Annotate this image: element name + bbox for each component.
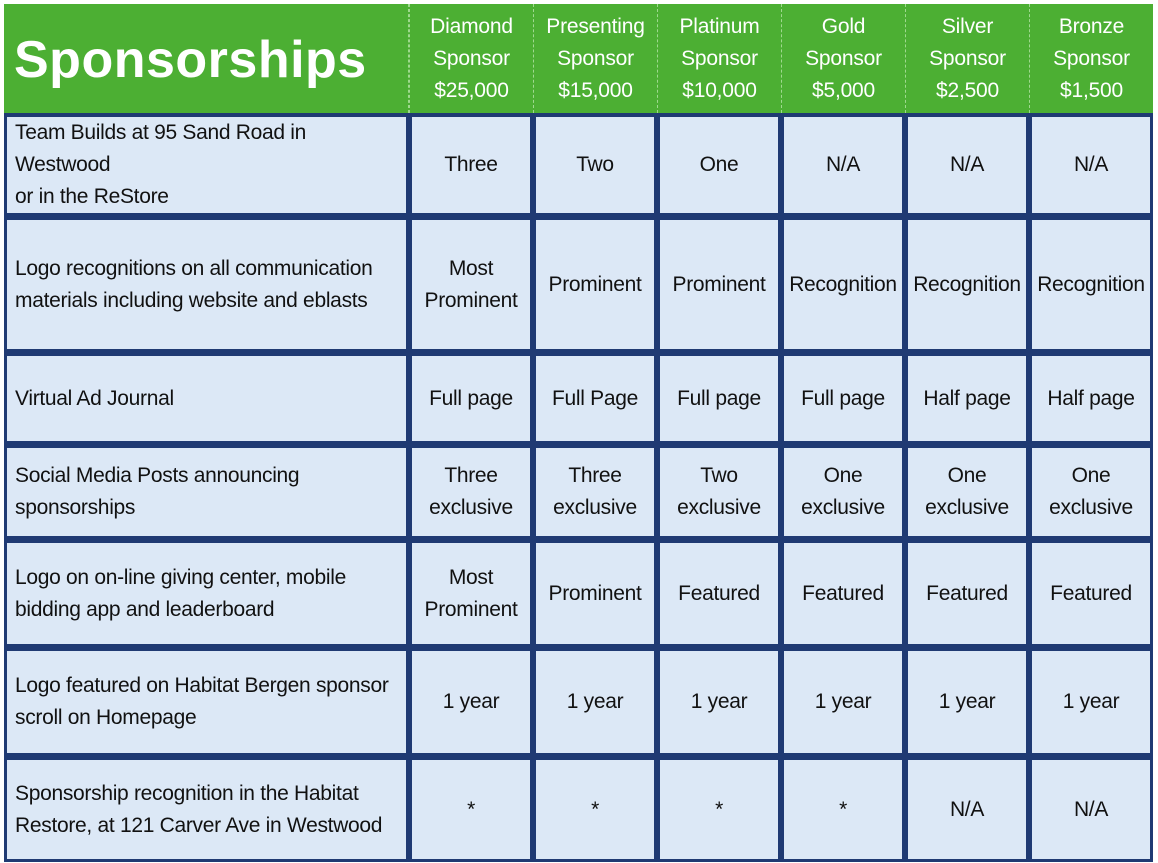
tier-suffix: Sponsor	[433, 46, 510, 70]
benefit-label: Logo on on-line giving center, mobile bidding app and leaderboard	[4, 539, 409, 647]
benefit-label: Team Builds at 95 Sand Road in Westwood or in the ReStore	[4, 113, 409, 216]
benefit-value: N/A	[1029, 756, 1153, 862]
benefit-value: Full page	[409, 352, 533, 444]
benefit-value: Two	[533, 113, 657, 216]
tier-name: Gold	[821, 14, 866, 38]
benefit-value: Prominent	[533, 216, 657, 352]
benefit-value: Half page	[905, 352, 1029, 444]
benefit-value: Full page	[781, 352, 905, 444]
benefit-row	[4, 539, 1153, 647]
benefit-value: N/A	[1029, 113, 1153, 216]
sponsorship-table	[4, 4, 1153, 862]
benefit-row	[4, 113, 1153, 216]
benefit-value: Three	[409, 113, 533, 216]
benefit-value: Most Prominent	[409, 539, 533, 647]
benefit-value: Half page	[1029, 352, 1153, 444]
tier-amount: $1,500	[1059, 78, 1124, 102]
benefit-value: Full page	[657, 352, 781, 444]
benefit-value: Three exclusive	[533, 444, 657, 539]
benefit-value: Prominent	[657, 216, 781, 352]
tier-name: Platinum	[679, 14, 760, 38]
benefit-value: 1 year	[905, 647, 1029, 756]
benefit-value: Two exclusive	[657, 444, 781, 539]
benefit-row	[4, 216, 1153, 352]
benefit-value: Three exclusive	[409, 444, 533, 539]
tier-suffix: Sponsor	[557, 46, 634, 70]
tier-amount: $5,000	[811, 78, 876, 102]
benefit-label: Social Media Posts announcing sponsorships	[4, 444, 409, 539]
benefit-label: Sponsorship recognition in the Habitat Restore, at 121 Carver Ave in Westwood	[4, 756, 409, 862]
benefit-value: 1 year	[781, 647, 905, 756]
tier-suffix: Sponsor	[929, 46, 1006, 70]
benefit-value: N/A	[905, 756, 1029, 862]
tier-amount: $2,500	[935, 78, 1000, 102]
page-title: Sponsorships	[4, 4, 409, 113]
tier-name: Presenting	[546, 14, 645, 38]
benefit-row	[4, 756, 1153, 862]
benefit-label: Logo featured on Habitat Bergen sponsor scroll on Homepage	[4, 647, 409, 756]
tier-header-gold	[781, 4, 905, 113]
benefit-value: *	[533, 756, 657, 862]
benefit-value: One exclusive	[905, 444, 1029, 539]
tier-name: Diamond	[430, 14, 513, 38]
benefit-label: Virtual Ad Journal	[4, 352, 409, 444]
tier-header-bronze	[1029, 4, 1153, 113]
benefit-row	[4, 647, 1153, 756]
tier-amount: $10,000	[682, 78, 757, 102]
tier-header-presenting	[533, 4, 657, 113]
tier-header-platinum	[657, 4, 781, 113]
benefit-row	[4, 444, 1153, 539]
benefit-value: Featured	[1029, 539, 1153, 647]
benefit-value: One	[657, 113, 781, 216]
benefit-value: Recognition	[1029, 216, 1153, 352]
benefit-value: Recognition	[905, 216, 1029, 352]
benefit-value: N/A	[781, 113, 905, 216]
tier-amount: $25,000	[434, 78, 509, 102]
benefit-value: Recognition	[781, 216, 905, 352]
tier-name: Bronze	[1058, 14, 1125, 38]
benefit-value	[409, 216, 533, 352]
benefit-value: 1 year	[1029, 647, 1153, 756]
benefit-value: 1 year	[409, 647, 533, 756]
benefit-value: 1 year	[657, 647, 781, 756]
tier-name: Silver	[941, 14, 994, 38]
header-row	[4, 4, 1153, 113]
benefit-value: 1 year	[533, 647, 657, 756]
benefit-value: One exclusive	[1029, 444, 1153, 539]
benefit-label: Logo recognitions on all communication materials including website and eblasts	[4, 216, 409, 352]
tier-suffix: Sponsor	[1053, 46, 1130, 70]
tier-header-silver	[905, 4, 1029, 113]
benefit-value: Featured	[781, 539, 905, 647]
benefit-value: *	[657, 756, 781, 862]
benefit-value: One exclusive	[781, 444, 905, 539]
benefit-value: Featured	[905, 539, 1029, 647]
benefit-value: Featured	[657, 539, 781, 647]
sponsorship-table-container	[4, 4, 1153, 857]
tier-header-diamond	[409, 4, 533, 113]
benefit-value: Prominent	[533, 539, 657, 647]
benefit-value: *	[409, 756, 533, 862]
tier-amount: $15,000	[558, 78, 633, 102]
tier-suffix: Sponsor	[805, 46, 882, 70]
tier-suffix: Sponsor	[681, 46, 758, 70]
benefit-value: *	[781, 756, 905, 862]
benefit-value: Full Page	[533, 352, 657, 444]
benefit-value: N/A	[905, 113, 1029, 216]
benefit-row	[4, 352, 1153, 444]
most-line: Most Prominent	[424, 256, 518, 312]
